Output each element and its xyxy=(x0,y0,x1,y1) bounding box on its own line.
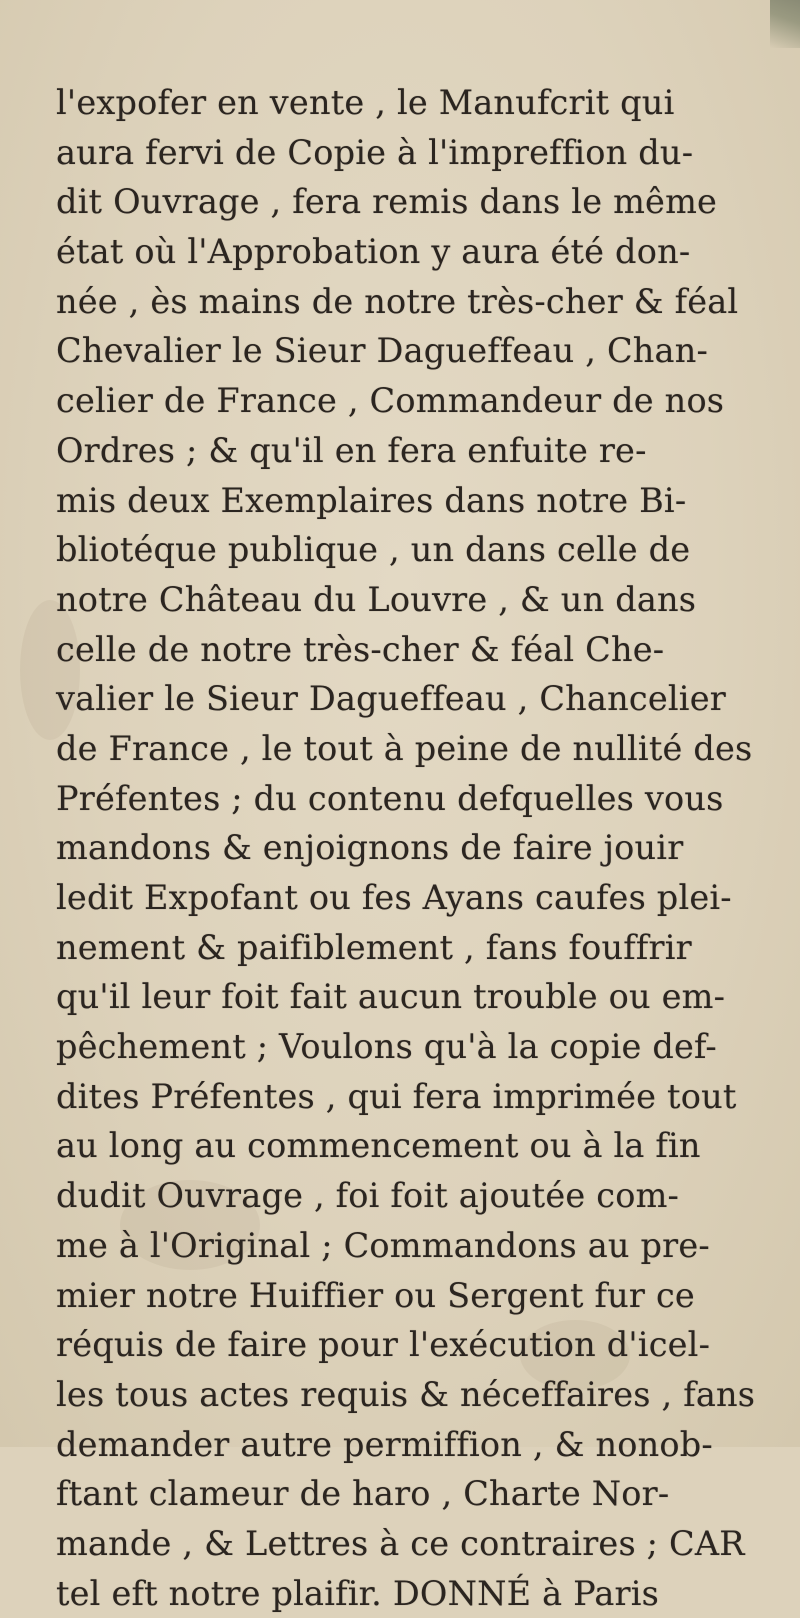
text-line: état où l'Approbation y aura été don- xyxy=(56,232,691,272)
text-line: ftant clameur de haro , Charte Nor- xyxy=(56,1474,670,1514)
text-line: dudit Ouvrage , foi foit ajoutée com- xyxy=(56,1176,680,1216)
text-line: l'expofer en vente , le Manufcrit qui xyxy=(56,83,675,122)
text-line: bliotéque publique , un dans celle de xyxy=(56,530,691,570)
text-line: mandons & enjoignons de faire jouir xyxy=(56,828,684,868)
text-line: mier notre Huiffier ou Sergent fur ce xyxy=(56,1275,695,1315)
text-line: dit Ouvrage , fera remis dans le même xyxy=(56,182,718,222)
text-line: Chevalier le Sieur Dagueffeau , Chan- xyxy=(56,331,709,371)
page-corner-stain xyxy=(770,0,800,48)
text-line: Ordres ; & qu'il en fera enfuite re- xyxy=(56,430,647,470)
text-line: me à l'Original ; Commandons au pre- xyxy=(56,1225,710,1265)
text-line: mis deux Exemplaires dans notre Bi- xyxy=(56,480,687,520)
text-line: qu'il leur foit fait aucun trouble ou em- xyxy=(56,977,726,1017)
text-line: mande , & Lettres à ce contraires ; CAR xyxy=(56,1523,745,1563)
text-line: demander autre permiffion , & nonob- xyxy=(56,1424,713,1464)
text-line: dites Préfentes , qui fera imprimée tout xyxy=(56,1076,737,1116)
body-text xyxy=(56,78,756,1618)
text-line: de France , le tout à peine de nullité des xyxy=(56,728,753,768)
text-line: nement & paifiblement , fans fouffrir xyxy=(56,927,692,967)
text-line: celier de France , Commandeur de nos xyxy=(56,381,725,421)
text-line: notre Château du Louvre , & un dans xyxy=(56,579,697,619)
text-line: réquis de faire pour l'exécution d'icel- xyxy=(56,1325,711,1365)
text-line: celle de notre très-cher & féal Che- xyxy=(56,629,665,669)
text-line: Préfentes ; du contenu defquelles vous xyxy=(56,778,724,818)
text-line: pêchement ; Voulons qu'à la copie def- xyxy=(56,1027,717,1067)
text-line: valier le Sieur Dagueffeau , Chancelier xyxy=(56,679,726,719)
text-line: tel eft notre plaifir. DONNÉ à Paris xyxy=(56,1573,660,1613)
text-line: au long au commencement ou à la fin xyxy=(56,1126,701,1166)
text-line: aura fervi de Copie à l'impreffion du- xyxy=(56,132,694,172)
text-line: ledit Expofant ou fes Ayans caufes plei- xyxy=(56,878,732,917)
text-line: née , ès mains de notre très-cher & féal xyxy=(56,281,739,321)
text-line: les tous actes requis & néceffaires , fans xyxy=(56,1374,756,1414)
